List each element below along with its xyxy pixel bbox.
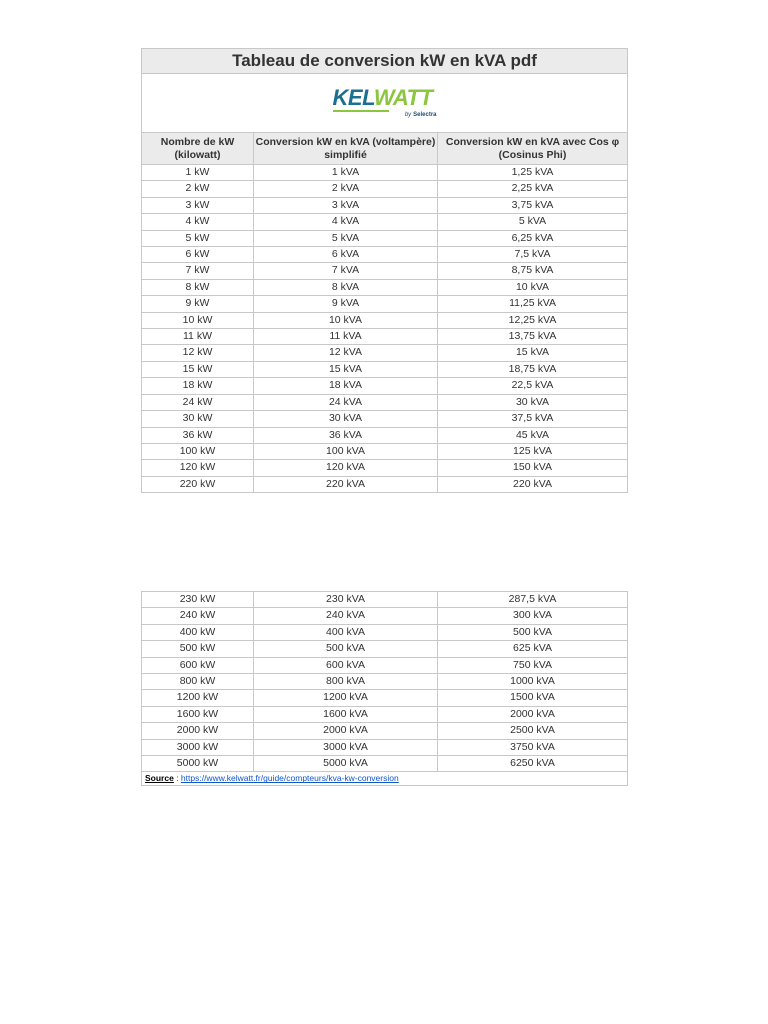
cell-kw: 18 kW bbox=[142, 378, 254, 394]
cell-kva-cosphi: 30 kVA bbox=[438, 394, 628, 410]
header-row bbox=[142, 133, 628, 165]
table-row bbox=[142, 624, 628, 640]
cell-kva-simple: 8 kVA bbox=[254, 279, 438, 295]
cell-kva-cosphi: 2000 kVA bbox=[438, 706, 628, 722]
cell-kw: 1200 kW bbox=[142, 690, 254, 706]
cell-kva-simple: 1200 kVA bbox=[254, 690, 438, 706]
cell-kva-simple: 1600 kVA bbox=[254, 706, 438, 722]
table-row bbox=[142, 214, 628, 230]
cell-kva-simple: 15 kVA bbox=[254, 361, 438, 377]
cell-kva-cosphi: 2,25 kVA bbox=[438, 181, 628, 197]
table-row bbox=[142, 329, 628, 345]
table-row bbox=[142, 279, 628, 295]
cell-kw: 800 kW bbox=[142, 674, 254, 690]
cell-kw: 24 kW bbox=[142, 394, 254, 410]
table-row bbox=[142, 608, 628, 624]
cell-kw: 1600 kW bbox=[142, 706, 254, 722]
cell-kva-simple: 5 kVA bbox=[254, 230, 438, 246]
cell-kw: 8 kW bbox=[142, 279, 254, 295]
table-title: Tableau de conversion kW en kVA pdf bbox=[142, 49, 628, 74]
table-row bbox=[142, 690, 628, 706]
table-row bbox=[142, 443, 628, 459]
table-row bbox=[142, 230, 628, 246]
cell-kva-simple: 5000 kVA bbox=[254, 756, 438, 772]
conversion-table-bottom bbox=[141, 591, 628, 786]
cell-kva-cosphi: 1,25 kVA bbox=[438, 165, 628, 181]
cell-kva-cosphi: 15 kVA bbox=[438, 345, 628, 361]
cell-kw: 400 kW bbox=[142, 624, 254, 640]
cell-kw: 220 kW bbox=[142, 476, 254, 492]
cell-kw: 12 kW bbox=[142, 345, 254, 361]
cell-kva-cosphi: 7,5 kVA bbox=[438, 247, 628, 263]
cell-kva-simple: 800 kVA bbox=[254, 674, 438, 690]
cell-kw: 230 kW bbox=[142, 592, 254, 608]
table-row bbox=[142, 739, 628, 755]
table-row bbox=[142, 296, 628, 312]
cell-kw: 30 kW bbox=[142, 411, 254, 427]
table-row bbox=[142, 723, 628, 739]
column-header-kva-cosphi: Conversion kW en kVA avec Cos φ (Cosinus Phi) bbox=[438, 133, 628, 165]
cell-kva-cosphi: 625 kVA bbox=[438, 641, 628, 657]
cell-kva-simple: 500 kVA bbox=[254, 641, 438, 657]
cell-kva-cosphi: 3750 kVA bbox=[438, 739, 628, 755]
source-cell bbox=[142, 772, 628, 786]
cell-kw: 10 kW bbox=[142, 312, 254, 328]
cell-kva-cosphi: 1500 kVA bbox=[438, 690, 628, 706]
cell-kva-simple: 100 kVA bbox=[254, 443, 438, 459]
cell-kva-simple: 12 kVA bbox=[254, 345, 438, 361]
cell-kva-cosphi: 220 kVA bbox=[438, 476, 628, 492]
cell-kw: 36 kW bbox=[142, 427, 254, 443]
logo-cell bbox=[142, 74, 628, 133]
cell-kw: 7 kW bbox=[142, 263, 254, 279]
cell-kw: 15 kW bbox=[142, 361, 254, 377]
cell-kva-cosphi: 12,25 kVA bbox=[438, 312, 628, 328]
cell-kva-cosphi: 11,25 kVA bbox=[438, 296, 628, 312]
source-separator: : bbox=[173, 773, 181, 784]
cell-kw: 5000 kW bbox=[142, 756, 254, 772]
cell-kva-cosphi: 500 kVA bbox=[438, 624, 628, 640]
cell-kva-simple: 11 kVA bbox=[254, 329, 438, 345]
logo-byline: by Selectra bbox=[404, 112, 437, 118]
table-row bbox=[142, 706, 628, 722]
cell-kva-cosphi: 3,75 kVA bbox=[438, 197, 628, 213]
table-row bbox=[142, 427, 628, 443]
cell-kw: 2000 kW bbox=[142, 723, 254, 739]
table-row bbox=[142, 181, 628, 197]
cell-kva-simple: 18 kVA bbox=[254, 378, 438, 394]
cell-kva-simple: 7 kVA bbox=[254, 263, 438, 279]
cell-kva-simple: 36 kVA bbox=[254, 427, 438, 443]
cell-kva-simple: 2 kVA bbox=[254, 181, 438, 197]
logo-underline bbox=[333, 110, 389, 112]
cell-kva-cosphi: 6250 kVA bbox=[438, 756, 628, 772]
cell-kva-cosphi: 2500 kVA bbox=[438, 723, 628, 739]
column-header-kw: Nombre de kW (kilowatt) bbox=[142, 133, 254, 165]
cell-kw: 120 kW bbox=[142, 460, 254, 476]
table-row bbox=[142, 641, 628, 657]
cell-kva-simple: 30 kVA bbox=[254, 411, 438, 427]
cell-kva-cosphi: 150 kVA bbox=[438, 460, 628, 476]
cell-kw: 500 kW bbox=[142, 641, 254, 657]
title-row bbox=[142, 49, 628, 74]
table-row bbox=[142, 756, 628, 772]
cell-kva-cosphi: 5 kVA bbox=[438, 214, 628, 230]
cell-kva-cosphi: 10 kVA bbox=[438, 279, 628, 295]
cell-kva-simple: 10 kVA bbox=[254, 312, 438, 328]
table-row bbox=[142, 592, 628, 608]
cell-kva-simple: 600 kVA bbox=[254, 657, 438, 673]
cell-kva-cosphi: 22,5 kVA bbox=[438, 378, 628, 394]
kelwatt-logo bbox=[333, 86, 437, 120]
table-body-top bbox=[142, 165, 628, 493]
cell-kw: 9 kW bbox=[142, 296, 254, 312]
cell-kva-cosphi: 8,75 kVA bbox=[438, 263, 628, 279]
table-row bbox=[142, 361, 628, 377]
column-header-kva-simple: Conversion kW en kVA (voltampère) simplifié bbox=[254, 133, 438, 165]
cell-kva-simple: 6 kVA bbox=[254, 247, 438, 263]
cell-kva-simple: 230 kVA bbox=[254, 592, 438, 608]
table-row bbox=[142, 165, 628, 181]
cell-kw: 5 kW bbox=[142, 230, 254, 246]
source-row bbox=[142, 772, 628, 786]
cell-kva-simple: 400 kVA bbox=[254, 624, 438, 640]
table-row bbox=[142, 197, 628, 213]
cell-kva-cosphi: 45 kVA bbox=[438, 427, 628, 443]
table-row bbox=[142, 378, 628, 394]
cell-kva-simple: 220 kVA bbox=[254, 476, 438, 492]
cell-kva-cosphi: 6,25 kVA bbox=[438, 230, 628, 246]
cell-kw: 100 kW bbox=[142, 443, 254, 459]
table-row bbox=[142, 674, 628, 690]
table-row bbox=[142, 394, 628, 410]
cell-kva-cosphi: 18,75 kVA bbox=[438, 361, 628, 377]
cell-kva-simple: 9 kVA bbox=[254, 296, 438, 312]
cell-kw: 240 kW bbox=[142, 608, 254, 624]
cell-kva-simple: 120 kVA bbox=[254, 460, 438, 476]
table-body-bottom bbox=[142, 592, 628, 772]
cell-kva-cosphi: 13,75 kVA bbox=[438, 329, 628, 345]
cell-kva-cosphi: 750 kVA bbox=[438, 657, 628, 673]
cell-kw: 3 kW bbox=[142, 197, 254, 213]
cell-kva-cosphi: 287,5 kVA bbox=[438, 592, 628, 608]
table-row bbox=[142, 345, 628, 361]
cell-kva-cosphi: 1000 kVA bbox=[438, 674, 628, 690]
logo-row bbox=[142, 74, 628, 133]
cell-kva-simple: 3 kVA bbox=[254, 197, 438, 213]
cell-kva-cosphi: 300 kVA bbox=[438, 608, 628, 624]
cell-kw: 3000 kW bbox=[142, 739, 254, 755]
cell-kva-simple: 3000 kVA bbox=[254, 739, 438, 755]
table-row bbox=[142, 657, 628, 673]
logo-wordmark: KELWATT bbox=[332, 85, 433, 110]
cell-kva-simple: 1 kVA bbox=[254, 165, 438, 181]
table-row bbox=[142, 476, 628, 492]
cell-kw: 2 kW bbox=[142, 181, 254, 197]
cell-kva-cosphi: 37,5 kVA bbox=[438, 411, 628, 427]
table-row bbox=[142, 411, 628, 427]
cell-kva-simple: 4 kVA bbox=[254, 214, 438, 230]
cell-kva-simple: 24 kVA bbox=[254, 394, 438, 410]
cell-kw: 11 kW bbox=[142, 329, 254, 345]
table-row bbox=[142, 247, 628, 263]
table-row bbox=[142, 263, 628, 279]
source-label: Source bbox=[145, 773, 174, 784]
conversion-table-top bbox=[141, 48, 628, 493]
cell-kw: 600 kW bbox=[142, 657, 254, 673]
cell-kw: 6 kW bbox=[142, 247, 254, 263]
cell-kva-cosphi: 125 kVA bbox=[438, 443, 628, 459]
cell-kw: 1 kW bbox=[142, 165, 254, 181]
table-row bbox=[142, 312, 628, 328]
cell-kva-simple: 2000 kVA bbox=[254, 723, 438, 739]
cell-kw: 4 kW bbox=[142, 214, 254, 230]
source-link[interactable]: https://www.kelwatt.fr/guide/compteurs/kva-kw-conversion bbox=[180, 773, 399, 784]
cell-kva-simple: 240 kVA bbox=[254, 608, 438, 624]
table-row bbox=[142, 460, 628, 476]
